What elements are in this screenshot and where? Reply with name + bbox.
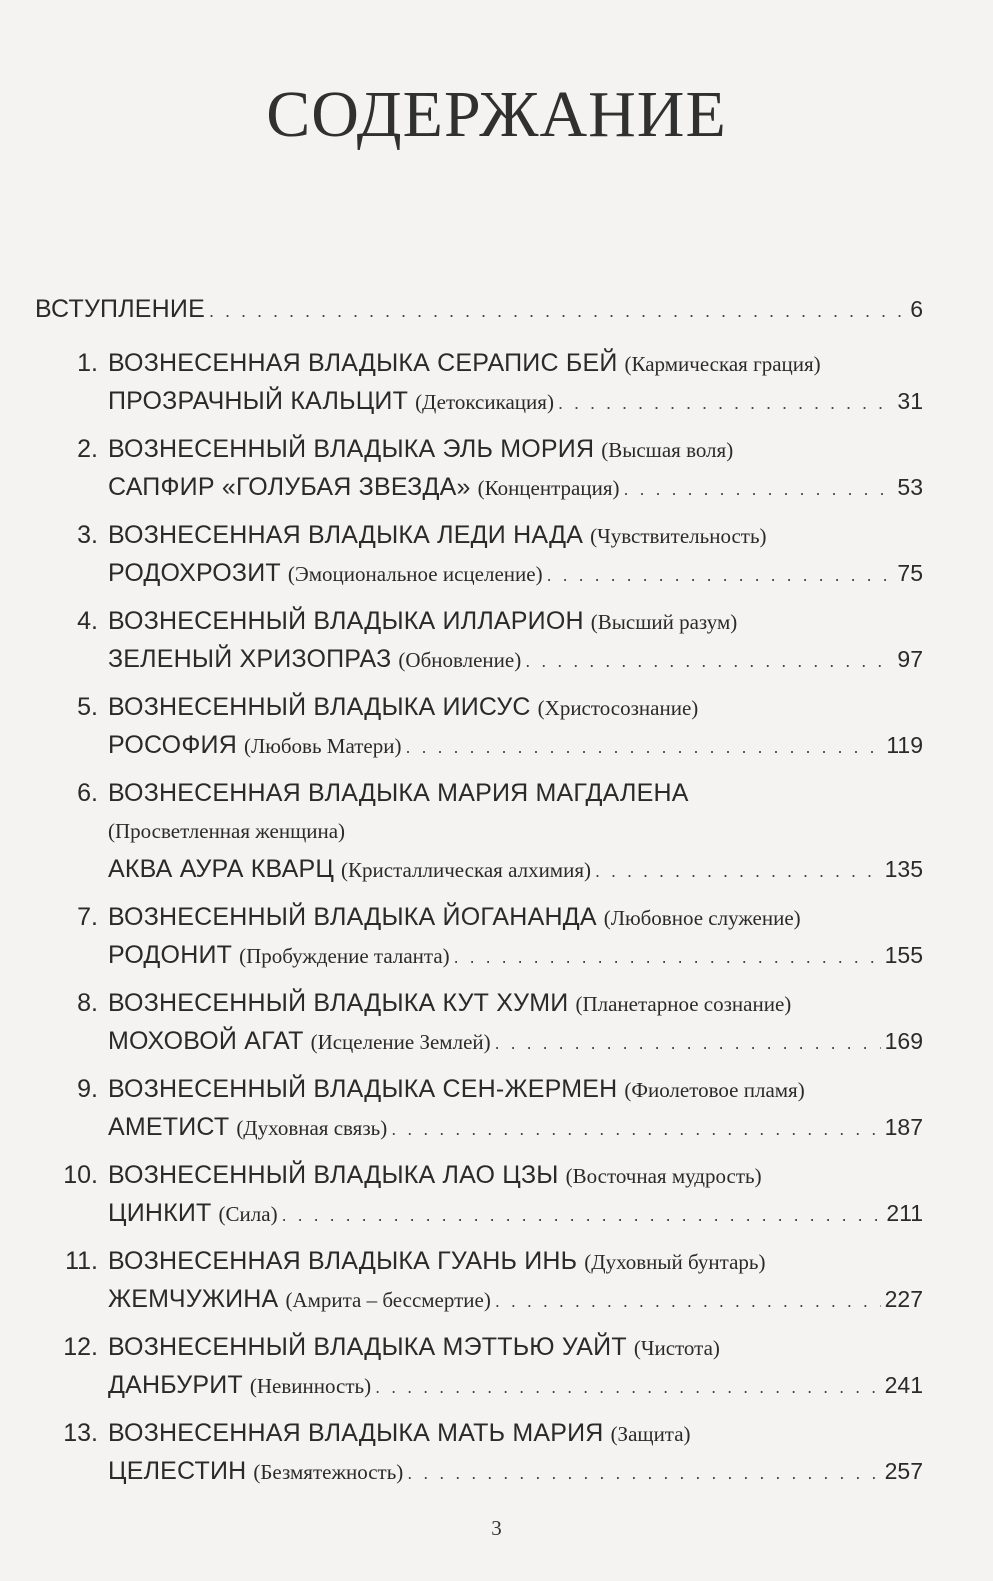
dot-leader bbox=[547, 556, 894, 594]
toc-entry-crystal-name: РОДОХРОЗИТ bbox=[108, 559, 281, 587]
toc-entry-crystal-name: ЗЕЛЕНЫЙ ХРИЗОПРАЗ bbox=[108, 645, 392, 673]
toc-entry-extra-line bbox=[35, 812, 923, 850]
toc-entry-master-quality: (Кармическая грация) bbox=[624, 352, 821, 376]
toc-entry-crystal-quality: (Исцеление Землей) bbox=[310, 1030, 491, 1054]
toc-entry-master-name: ВОЗНЕСЕННЫЙ ВЛАДЫКА ЙОГАНАНДА bbox=[108, 903, 597, 931]
toc-entry-crystal-line bbox=[35, 382, 923, 420]
toc-page-number: 97 bbox=[897, 646, 923, 672]
dot-leader bbox=[595, 852, 881, 890]
toc-entry-crystal-line bbox=[35, 726, 923, 764]
toc-entry-master-name: ВОЗНЕСЕННЫЙ ВЛАДЫКА ЛАО ЦЗЫ bbox=[108, 1161, 559, 1189]
dot-leader bbox=[623, 470, 893, 508]
toc-page-number: 31 bbox=[897, 388, 923, 414]
toc-entry-master-quality: (Любовное служение) bbox=[603, 906, 801, 930]
toc-entry-number: 8. bbox=[77, 989, 98, 1017]
toc-entry-title-line bbox=[35, 688, 923, 726]
toc-entry-master-name: ВОЗНЕСЕННАЯ ВЛАДЫКА СЕРАПИС БЕЙ bbox=[108, 349, 618, 377]
toc-entry-number: 13. bbox=[63, 1419, 98, 1447]
dot-leader bbox=[495, 1282, 881, 1320]
toc-entry-title-line bbox=[35, 1156, 923, 1194]
toc-entry-crystal-line bbox=[35, 554, 923, 592]
toc-entry-master-name: ВОЗНЕСЕННАЯ ВЛАДЫКА МАРИЯ МАГДАЛЕНА bbox=[108, 779, 689, 807]
toc-entry-crystal-line bbox=[35, 1280, 923, 1318]
toc-entry-master-quality: (Духовный бунтарь) bbox=[584, 1250, 766, 1274]
toc-entry-master-name: ВОЗНЕСЕННЫЙ ВЛАДЫКА МЭТТЬЮ УАЙТ bbox=[108, 1333, 627, 1361]
toc-entry-master-name: ВОЗНЕСЕННЫЙ ВЛАДЫКА ИЛЛАРИОН bbox=[108, 607, 584, 635]
toc-entry-crystal-line bbox=[35, 1108, 923, 1146]
toc-entry-number: 11. bbox=[65, 1247, 98, 1275]
toc-entry-crystal-line bbox=[35, 1194, 923, 1232]
toc-entry-number: 2. bbox=[77, 435, 98, 463]
toc-entry bbox=[35, 516, 923, 592]
toc-entry-crystal-quality: (Обновление) bbox=[398, 648, 522, 672]
toc-entry-master-quality: (Чувствительность) bbox=[590, 524, 767, 548]
toc-page-number: 135 bbox=[884, 856, 923, 882]
page-title: СОДЕРЖАНИЕ bbox=[266, 78, 727, 151]
toc-entry-crystal-quality: (Невинность) bbox=[249, 1374, 372, 1398]
toc-entry-master-name: ВОЗНЕСЕННАЯ ВЛАДЫКА МАТЬ МАРИЯ bbox=[108, 1419, 604, 1447]
toc-entry-crystal-name: ЦЕЛЕСТИН bbox=[108, 1457, 247, 1485]
toc-entry-title-line bbox=[35, 516, 923, 554]
dot-leader bbox=[407, 1454, 880, 1492]
toc-entry-master-name: ВОЗНЕСЕННЫЙ ВЛАДЫКА ИИСУС bbox=[108, 693, 531, 721]
toc-entry-crystal-quality: (Безмятежность) bbox=[253, 1460, 404, 1484]
dot-leader bbox=[495, 1024, 881, 1062]
toc-entry-master-quality: (Планетарное сознание) bbox=[575, 992, 792, 1016]
toc-entry-master-name: ВОЗНЕСЕННЫЙ ВЛАДЫКА ЭЛЬ МОРИЯ bbox=[108, 435, 595, 463]
toc-entry bbox=[35, 1328, 923, 1404]
toc-entry-title-line bbox=[35, 602, 923, 640]
toc-entry-crystal-name: ДАНБУРИТ bbox=[108, 1371, 243, 1399]
dot-leader bbox=[454, 938, 881, 976]
toc-entry-crystal-name: АКВА АУРА КВАРЦ bbox=[108, 855, 335, 883]
toc-page-number: 227 bbox=[884, 1286, 923, 1312]
toc-entry-number: 12. bbox=[63, 1333, 98, 1361]
toc-entry-number: 1. bbox=[77, 349, 98, 377]
toc-page-number: 155 bbox=[884, 942, 923, 968]
toc-entry-number: 9. bbox=[77, 1075, 98, 1103]
toc-page-number: 6 bbox=[910, 296, 923, 322]
toc-intro-row bbox=[35, 290, 923, 328]
toc-entry-number: 5. bbox=[77, 693, 98, 721]
dot-leader bbox=[375, 1368, 881, 1406]
dot-leader bbox=[558, 384, 893, 422]
toc-page-number: 75 bbox=[897, 560, 923, 586]
toc-entry bbox=[35, 1242, 923, 1318]
toc-entry-crystal-name: РОДОНИТ bbox=[108, 941, 233, 969]
toc-entry-crystal-quality: (Амрита – бессмертие) bbox=[285, 1288, 491, 1312]
toc-entry-title-line bbox=[35, 984, 923, 1022]
toc-entry-crystal-line bbox=[35, 1366, 923, 1404]
toc-entry bbox=[35, 774, 923, 888]
toc-entry-title-line bbox=[35, 430, 923, 468]
toc-entry-crystal-quality: (Духовная связь) bbox=[236, 1116, 388, 1140]
toc-entries bbox=[35, 344, 923, 1490]
toc-entry bbox=[35, 984, 923, 1060]
toc-entry-crystal-name: САПФИР «ГОЛУБАЯ ЗВЕЗДА» bbox=[108, 473, 471, 501]
toc-entry-crystal-name: ЖЕМЧУЖИНА bbox=[108, 1285, 279, 1313]
toc-entry-master-name: ВОЗНЕСЕННАЯ ВЛАДЫКА ГУАНЬ ИНЬ bbox=[108, 1247, 578, 1275]
toc-entry-master-quality: (Восточная мудрость) bbox=[565, 1164, 762, 1188]
toc-entry-title-line bbox=[35, 1328, 923, 1366]
page-number-footer: 3 bbox=[491, 1516, 502, 1540]
toc-entry-crystal-quality: (Эмоциональное исцеление) bbox=[287, 562, 543, 586]
toc-entry-crystal-name: ЦИНКИТ bbox=[108, 1199, 212, 1227]
toc-entry bbox=[35, 688, 923, 764]
toc-entry-master-quality: (Защита) bbox=[610, 1422, 691, 1446]
toc-page-number: 211 bbox=[886, 1200, 923, 1226]
dot-leader bbox=[209, 292, 906, 330]
toc-entry-master-name: ВОЗНЕСЕННАЯ ВЛАДЫКА ЛЕДИ НАДА bbox=[108, 521, 584, 549]
toc-entry-crystal-name: АМЕТИСТ bbox=[108, 1113, 230, 1141]
dot-leader bbox=[405, 728, 882, 766]
toc-page-number: 53 bbox=[897, 474, 923, 500]
toc-entry bbox=[35, 1156, 923, 1232]
toc-entry-crystal-quality: (Пробуждение таланта) bbox=[239, 944, 450, 968]
toc-entry-crystal-name: ПРОЗРАЧНЫЙ КАЛЬЦИТ bbox=[108, 387, 409, 415]
toc-entry-title-line bbox=[35, 774, 923, 812]
toc-entry-master-quality: (Просветленная женщина) bbox=[108, 819, 346, 843]
toc-entry bbox=[35, 898, 923, 974]
toc-entry-number: 4. bbox=[77, 607, 98, 635]
toc-entry-master-name: ВОЗНЕСЕННЫЙ ВЛАДЫКА КУТ ХУМИ bbox=[108, 989, 569, 1017]
toc-entry-master-name: ВОЗНЕСЕННЫЙ ВЛАДЫКА СЕН-ЖЕРМЕН bbox=[108, 1075, 618, 1103]
toc-entry-crystal-quality: (Любовь Матери) bbox=[243, 734, 402, 758]
toc-entry-title-line bbox=[35, 1070, 923, 1108]
dot-leader bbox=[282, 1196, 883, 1234]
toc-entry-master-quality: (Высшая воля) bbox=[601, 438, 734, 462]
toc-entry-crystal-name: МОХОВОЙ АГАТ bbox=[108, 1027, 304, 1055]
toc-entry-crystal-line bbox=[35, 468, 923, 506]
toc-entry-crystal-line bbox=[35, 1452, 923, 1490]
toc-entry-master-quality: (Фиолетовое пламя) bbox=[624, 1078, 805, 1102]
toc-entry-title-line bbox=[35, 1242, 923, 1280]
toc-page-number: 241 bbox=[884, 1372, 923, 1398]
table-of-contents bbox=[35, 290, 923, 1500]
toc-intro-title: ВСТУПЛЕНИЕ bbox=[35, 295, 205, 323]
toc-entry-master-quality: (Высший разум) bbox=[590, 610, 738, 634]
toc-entry bbox=[35, 430, 923, 506]
toc-entry bbox=[35, 602, 923, 678]
toc-entry-crystal-line bbox=[35, 936, 923, 974]
toc-page-number: 257 bbox=[884, 1458, 923, 1484]
toc-entry-title-line bbox=[35, 898, 923, 936]
toc-entry-crystal-quality: (Концентрация) bbox=[477, 476, 620, 500]
toc-entry-crystal-quality: (Детоксикация) bbox=[415, 390, 554, 414]
toc-entry-title-line bbox=[35, 344, 923, 382]
toc-page-number: 169 bbox=[884, 1028, 923, 1054]
toc-entry-crystal-line bbox=[35, 850, 923, 888]
toc-entry-crystal-line bbox=[35, 1022, 923, 1060]
toc-entry bbox=[35, 1414, 923, 1490]
toc-entry bbox=[35, 1070, 923, 1146]
toc-entry-title-line bbox=[35, 1414, 923, 1452]
toc-page-number: 119 bbox=[886, 732, 923, 758]
dot-leader bbox=[525, 642, 893, 680]
toc-entry-crystal-quality: (Кристаллическая алхимия) bbox=[341, 858, 591, 882]
toc-entry-number: 7. bbox=[77, 903, 98, 931]
toc-entry-master-quality: (Чистота) bbox=[633, 1336, 720, 1360]
toc-entry-crystal-quality: (Сила) bbox=[218, 1202, 278, 1226]
dot-leader bbox=[391, 1110, 880, 1148]
toc-entry-crystal-name: РОСОФИЯ bbox=[108, 731, 237, 759]
toc-page-number: 187 bbox=[884, 1114, 923, 1140]
toc-entry-number: 6. bbox=[77, 779, 98, 807]
toc-entry-crystal-line bbox=[35, 640, 923, 678]
toc-entry-number: 3. bbox=[77, 521, 98, 549]
toc-entry-master-quality: (Христосознание) bbox=[537, 696, 699, 720]
toc-entry bbox=[35, 344, 923, 420]
toc-entry-number: 10. bbox=[63, 1161, 98, 1189]
